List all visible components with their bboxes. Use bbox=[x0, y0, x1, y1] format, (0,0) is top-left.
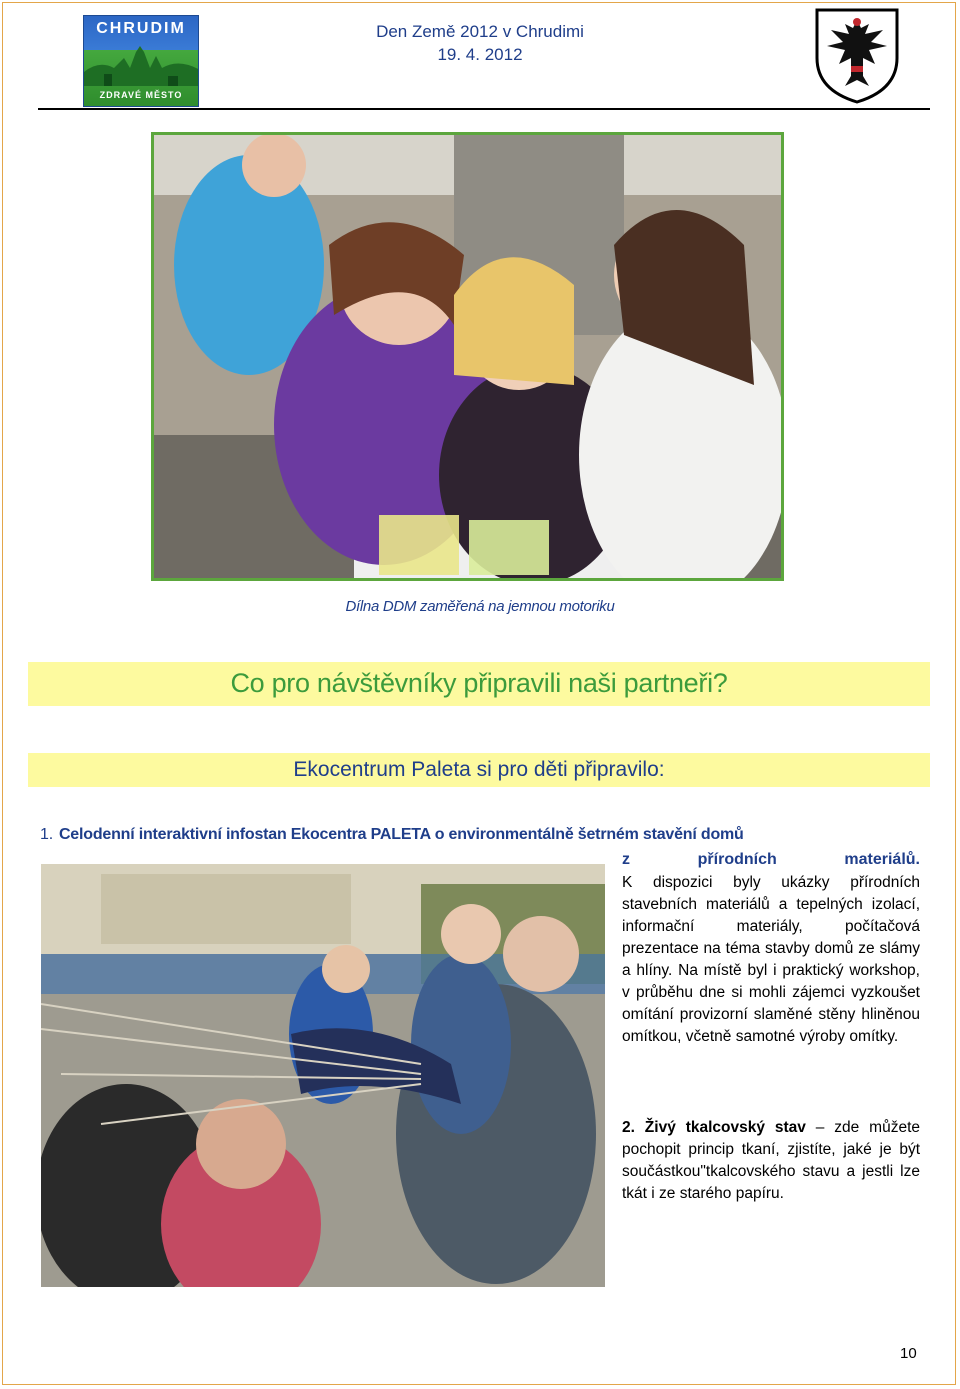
item2-body: – zde můžete pochopit princip tkaní, zjistíte, jaké je být součástkou"tkalcovského stavu a jestli lze tkát i ze starého papíru. bbox=[622, 1119, 920, 1202]
chrudim-healthy-city-logo bbox=[83, 15, 199, 107]
weaving-loom-image bbox=[41, 864, 605, 1287]
header-title-line1: Den Země 2012 v Chrudimi bbox=[376, 22, 584, 41]
item1-heading bbox=[40, 826, 744, 844]
item2-paragraph bbox=[622, 1117, 920, 1205]
subheading-band bbox=[28, 753, 930, 787]
question-heading: Co pro návštěvníky připravili naši partneři? bbox=[230, 668, 728, 698]
photo-caption: Dílna DDM zaměřená na jemnou motoriku bbox=[345, 598, 615, 615]
logo-top-text: CHRUDIM bbox=[96, 20, 186, 37]
town-coat-of-arms-icon bbox=[813, 6, 901, 104]
header-divider bbox=[38, 108, 930, 110]
item1-title-continuation: z přírodních materiálů. bbox=[622, 851, 920, 868]
item2-heading: 2. Živý tkalcovský stav bbox=[622, 1119, 806, 1136]
item1-title-text: Celodenní interaktivní infostan Ekocentra PALETA o environmentálně šetrném stavění domů bbox=[58, 826, 744, 843]
weaving-photo bbox=[41, 864, 605, 1287]
workshop-photo bbox=[151, 132, 784, 581]
paleta-subheading: Ekocentrum Paleta si pro děti připravilo: bbox=[293, 758, 665, 781]
children-bead-workshop-image bbox=[154, 135, 781, 578]
header-date: 19. 4. 2012 bbox=[437, 45, 523, 64]
page-number: 10 bbox=[900, 1345, 917, 1362]
town-silhouette-icon bbox=[84, 46, 199, 86]
item1-body: K dispozici byly ukázky přírodních stavebních materiálů a tepelných izolací, informační materiály, počítačová prezentace na téma stavby domů ze slámy a hlíny. Na místě byl i praktický workshop, v průběhu dne si mohli zájemci vyzkoušet omítání provizorní slaměné stěny hliněnou omítkou, včetně samotné výroby omítky. bbox=[622, 874, 920, 1045]
document-header-title bbox=[300, 20, 660, 66]
item1-number: 1. bbox=[40, 826, 53, 843]
logo-bottom-text: ZDRAVÉ MĚSTO bbox=[99, 90, 183, 100]
question-heading-band bbox=[28, 662, 930, 706]
